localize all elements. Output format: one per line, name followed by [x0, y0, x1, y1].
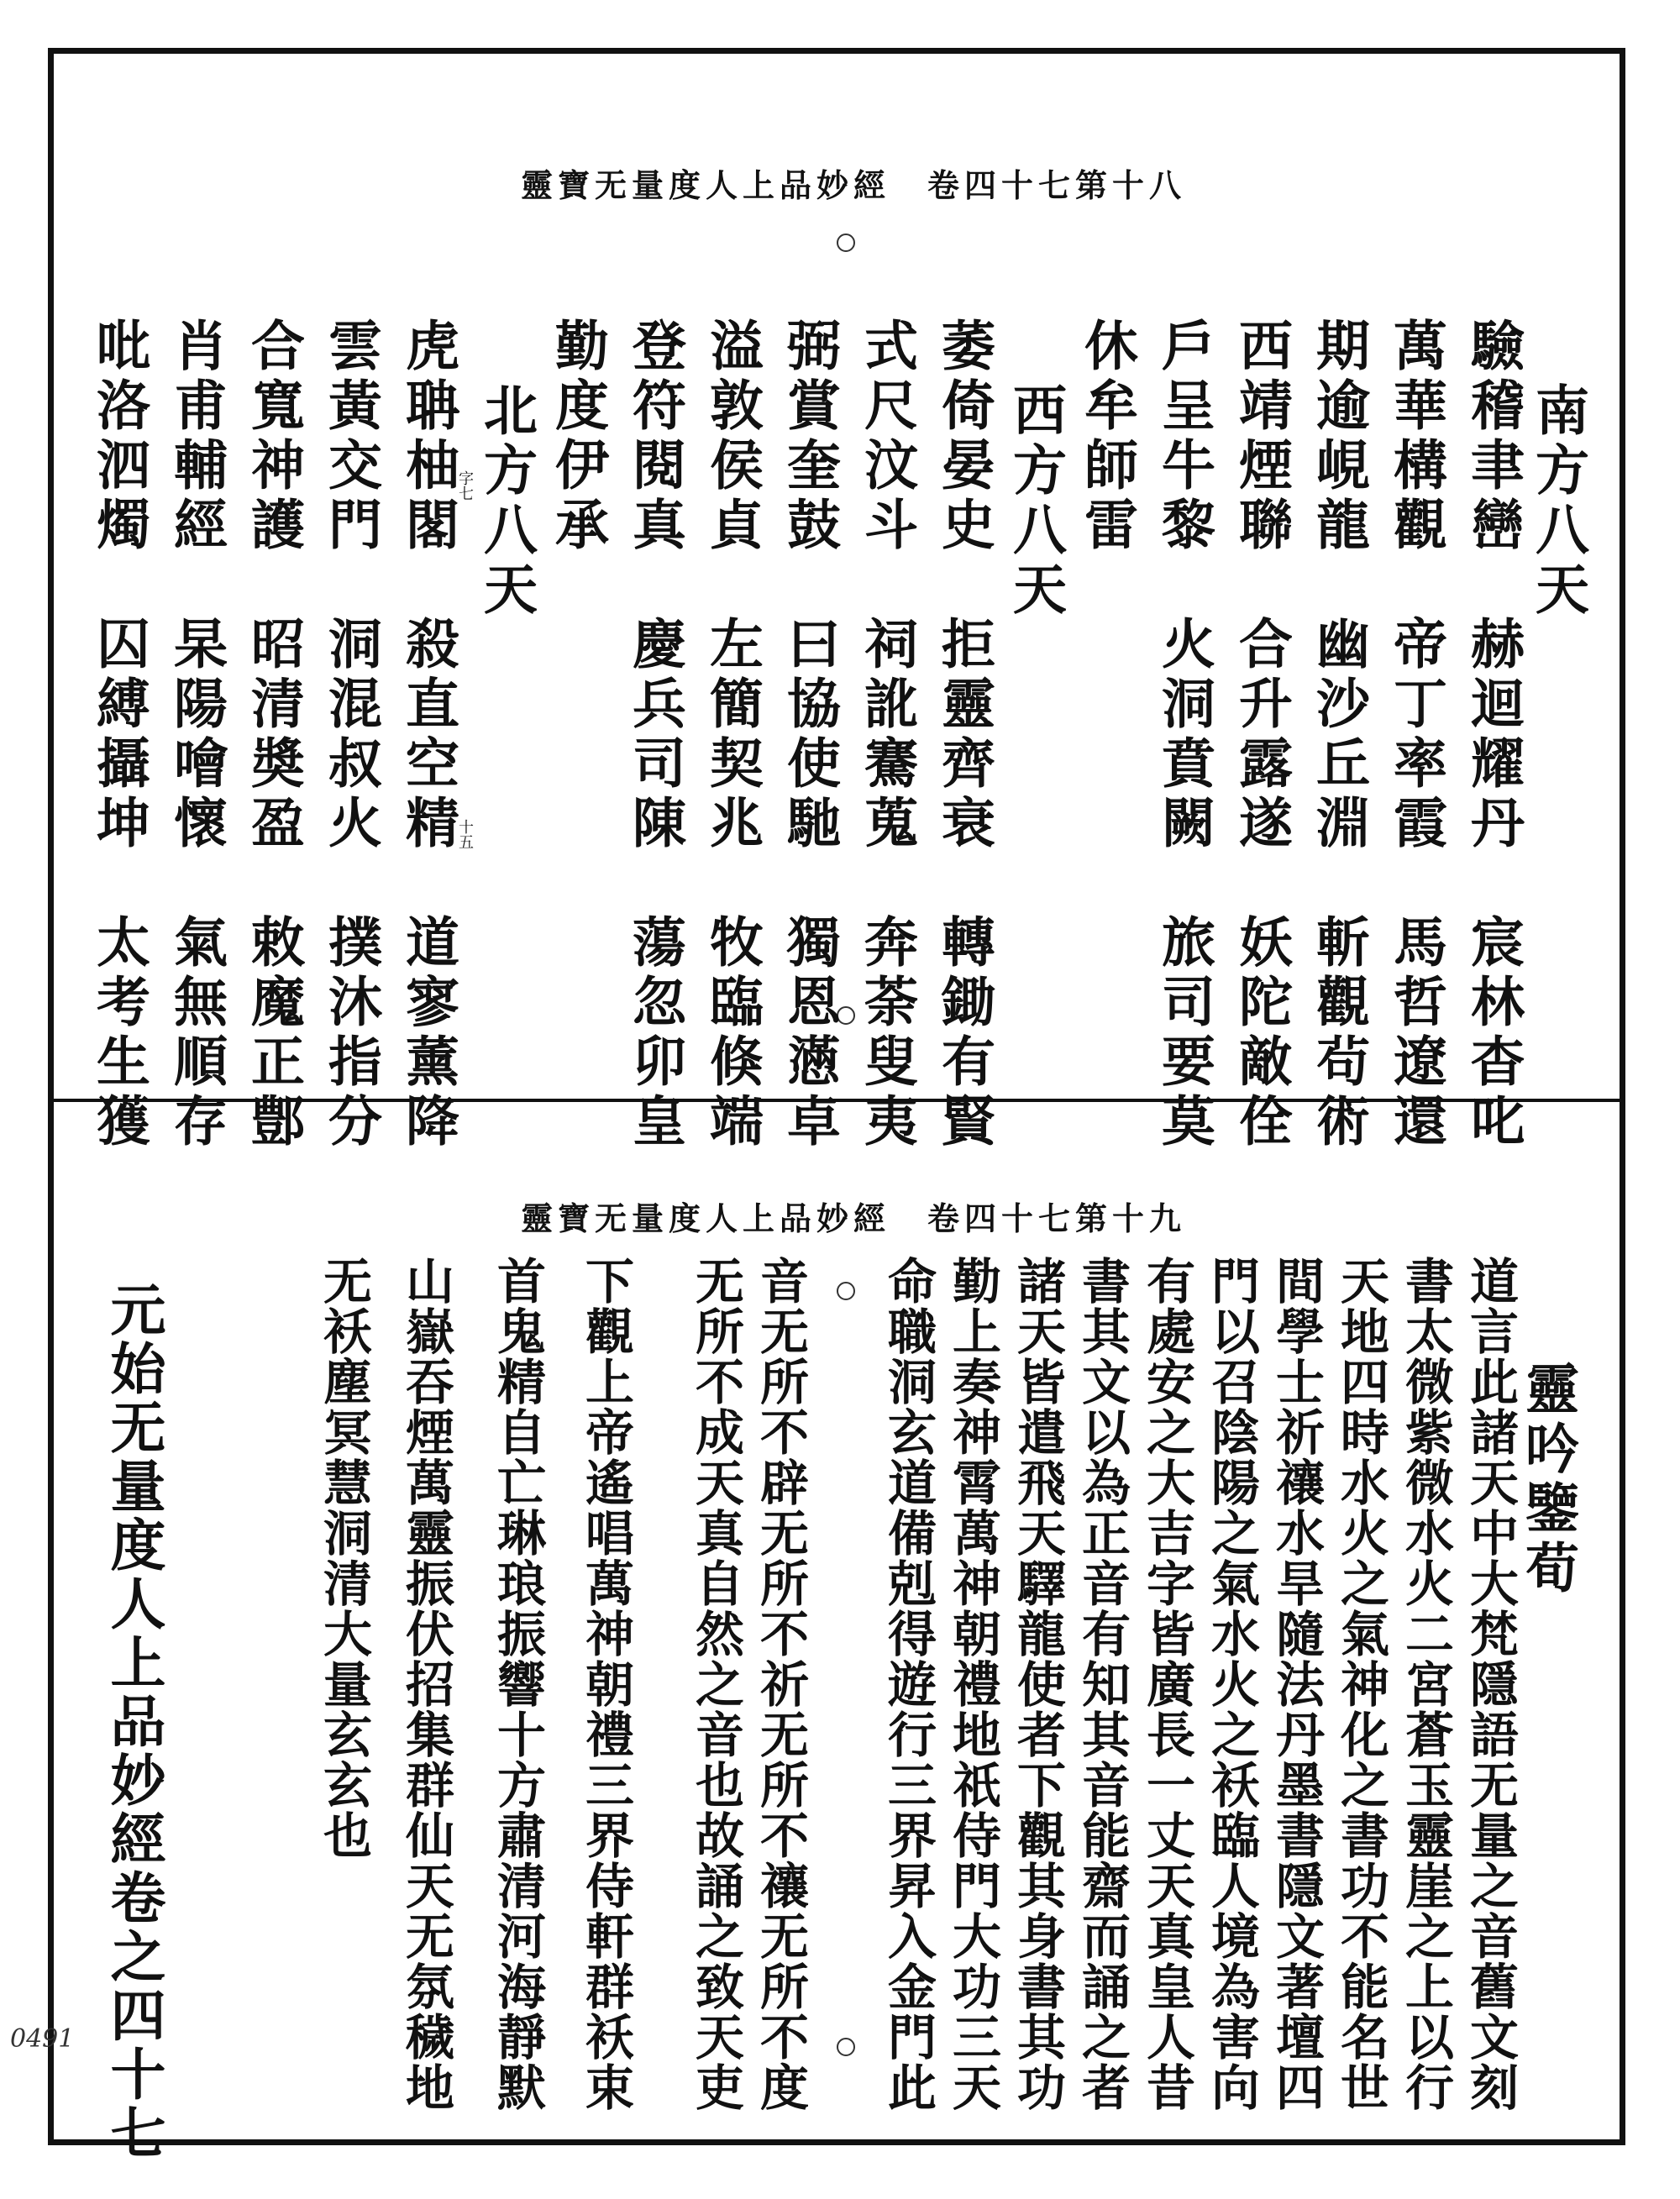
text-column: 書其文以為正音有知其音能齋而誦之者 — [1074, 1256, 1131, 2112]
marginal-note: 字七 — [456, 470, 474, 501]
text-column: 山嶽吞煙萬靈振伏招集群仙天无氛穢地 — [397, 1256, 454, 2112]
binding-hole-mark — [837, 234, 855, 252]
text-column: 萎倚晏史 拒靈齊衰 轉鋤有賢 — [932, 318, 995, 1152]
text-column: 首鬼精自亡琳琅振響十方肅清河海靜默 — [489, 1256, 546, 2112]
text-column: 天地四時水火之氣神化之書功不能名世 — [1332, 1256, 1389, 2112]
text-column: 有處安之大吉字皆廣長一丈天真皇人昔 — [1138, 1256, 1195, 2112]
lower-page-header: 靈寶无量度人上品妙經 卷四十七第十九 — [521, 1199, 1187, 1237]
text-column: 溢敦侯貞 左簡契兆 牧臨倏端 — [701, 318, 764, 1152]
text-column: 期逾峴龍 幽沙丘淵 斬觀茍術 — [1307, 318, 1370, 1152]
page-number: 0491 — [10, 2024, 75, 2054]
section-heading-south: 南方八天 — [1526, 382, 1589, 621]
scroll-title: 元始无量度人上品妙經卷之四十七 — [101, 1281, 166, 2163]
text-column: 門以召陰陽之氣水火之袄臨人境為害向 — [1203, 1256, 1260, 2112]
upper-page-header: 靈寶无量度人上品妙經 卷四十七第十八 — [521, 166, 1187, 204]
text-column: 勤上奏神霄萬神朝禮地祇侍門大功三天 — [944, 1256, 1001, 2112]
text-column: 命職洞玄道備剋得遊行三界昇入金門此 — [879, 1256, 937, 2112]
text-column: 无所不成天真自然之音也故誦之致天吏 — [687, 1256, 744, 2112]
text-column: 音无所不辟无所不祈无所不禳无所不度 — [752, 1256, 809, 2112]
text-column: 登符閱真 慶兵司陳 蕩忽卯皇 — [623, 318, 686, 1152]
text-column: 下觀上帝遙唱萬神朝禮三界侍軒群袄束 — [577, 1256, 634, 2112]
binding-hole-mark — [837, 1282, 855, 1300]
text-column: 諸天皆遣飛天驛龍使者下觀其身書其功 — [1009, 1256, 1066, 2112]
section-heading: 靈吟鑒荀 — [1516, 1361, 1579, 1599]
marginal-note: 十五 — [456, 819, 474, 849]
section-heading-north: 北方八天 — [475, 382, 538, 621]
text-column: 戶呈牛黎 火洞賁闕 旅司要莫 — [1152, 318, 1215, 1152]
section-heading-west: 西方八天 — [1004, 382, 1067, 621]
text-column: 西靖煙聯 合升露遂 妖陀敵佺 — [1230, 318, 1293, 1152]
text-column: 休牟師雷 — [1075, 318, 1138, 556]
text-column: 虎聃柚閣 殺直空精 道寥薰降 — [396, 318, 459, 1152]
text-column: 合寬神護 昭清奬盈 敕魔正鄷 — [242, 318, 305, 1152]
text-column: 勤度伊承 — [546, 318, 609, 556]
text-column: 萬華構觀 帝丁率霞 馬哲遼還 — [1384, 318, 1447, 1152]
text-column: 无袄塵冥慧洞清大量玄玄也 — [315, 1256, 372, 1860]
text-column: 吡洛泗燭 囚縛攝坤 太考生獲 — [87, 318, 150, 1152]
text-column: 書太微紫微水火二宮蒼玉靈崖之上以行 — [1397, 1256, 1454, 2112]
text-column: 間學士祈禳水旱隨法丹墨書隱文著壇四 — [1268, 1256, 1325, 2112]
text-column: 雲黃交門 洞混叔火 撲沐指分 — [319, 318, 382, 1152]
binding-hole-mark — [837, 2038, 855, 2056]
text-column: 肖甫輔經 杲陽噲懷 氣無順存 — [165, 318, 228, 1152]
text-column: 弼賞奎鼓 曰協使馳 獨恩懣卓 — [778, 318, 841, 1152]
text-column: 式尺汶斗 祠訛騫蒐 奔荼叟夷 — [855, 318, 918, 1152]
text-column: 驗稽聿巒 赫迴耀丹 宸林杳叱 — [1462, 318, 1525, 1152]
text-column: 道言此諸天中大梵隱語无量之音舊文刻 — [1462, 1256, 1519, 2112]
